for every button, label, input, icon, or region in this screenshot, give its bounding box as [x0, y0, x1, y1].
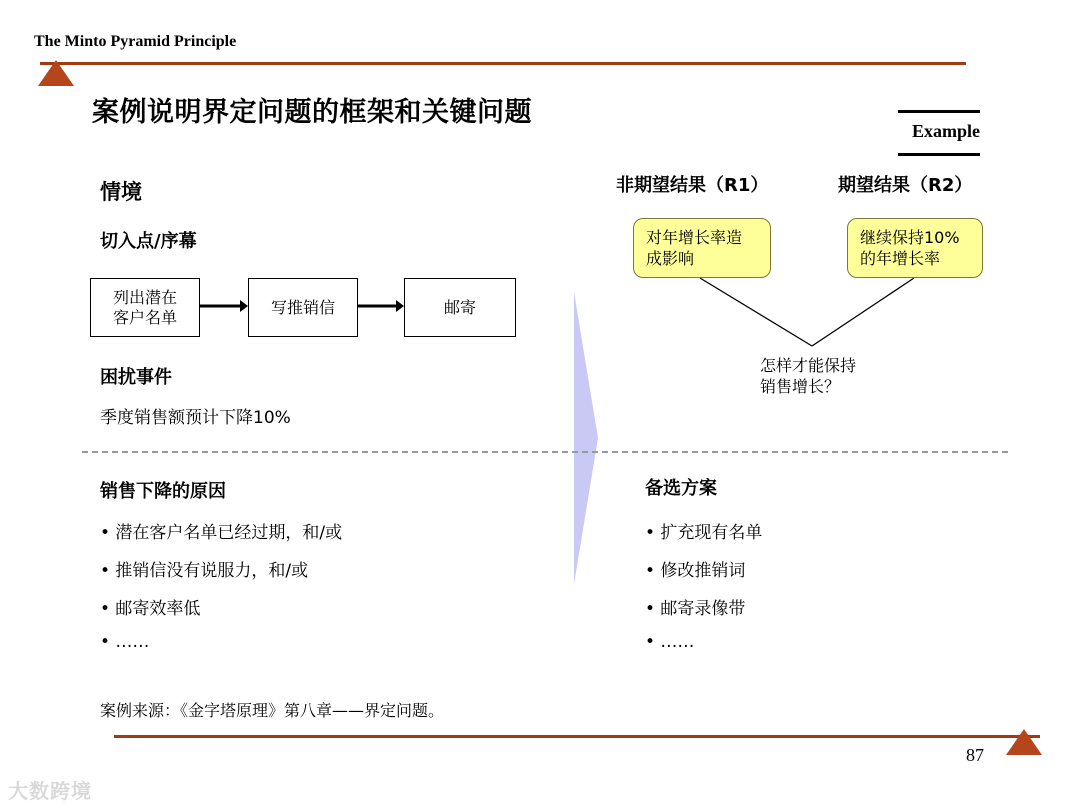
- transition-arrow: [574, 292, 598, 584]
- process-step-1: 列出潜在 客户名单: [90, 278, 200, 337]
- r1-label: 非期望结果（R1）: [616, 175, 769, 196]
- option-item: • 扩充现有名单: [645, 523, 763, 543]
- bottom-rule: [114, 735, 1040, 738]
- process-arrowhead-2: [396, 300, 404, 312]
- slide-title: 案例说明界定问题的框架和关键问题: [92, 97, 532, 128]
- dashed-divider: [82, 451, 1008, 453]
- cause-item: • 邮寄效率低: [100, 599, 201, 619]
- cause-item: • 潜在客户名单已经过期，和/或: [100, 523, 343, 543]
- page-number: 87: [966, 745, 984, 765]
- intro-heading: 切入点/序幕: [100, 231, 197, 252]
- option-item: • 邮寄录像带: [645, 599, 746, 619]
- causes-heading: 销售下降的原因: [100, 481, 226, 502]
- key-question: 怎样才能保持 销售增长？: [760, 356, 857, 396]
- option-item: • ……: [645, 632, 695, 652]
- cause-item: • 推销信没有说服力，和/或: [100, 561, 309, 581]
- complication-heading: 困扰事件: [100, 367, 172, 388]
- complication-text: 季度销售额预计下降10%: [100, 408, 291, 428]
- process-step-3: 邮寄: [404, 278, 516, 337]
- situation-heading: 情境: [100, 180, 142, 204]
- r1-box: 对年增长率造 成影响: [633, 218, 771, 278]
- r2-label: 期望结果（R2）: [838, 175, 973, 196]
- options-heading: 备选方案: [645, 478, 717, 499]
- r2-box: 继续保持10% 的年增长率: [847, 218, 983, 278]
- example-badge: Example: [898, 110, 980, 156]
- process-arrowhead-1: [240, 300, 248, 312]
- process-step-2: 写推销信: [248, 278, 358, 337]
- book-title: The Minto Pyramid Principle: [34, 33, 237, 50]
- connector-line-right: [812, 278, 914, 346]
- cause-item: • ……: [100, 632, 150, 652]
- source-note: 案例来源：《金字塔原理》第八章——界定问题。: [100, 701, 445, 720]
- connector-line-left: [700, 278, 812, 346]
- option-item: • 修改推销词: [645, 561, 746, 581]
- watermark-logo: 大数跨境: [8, 779, 92, 803]
- triangle-icon: [1006, 729, 1042, 755]
